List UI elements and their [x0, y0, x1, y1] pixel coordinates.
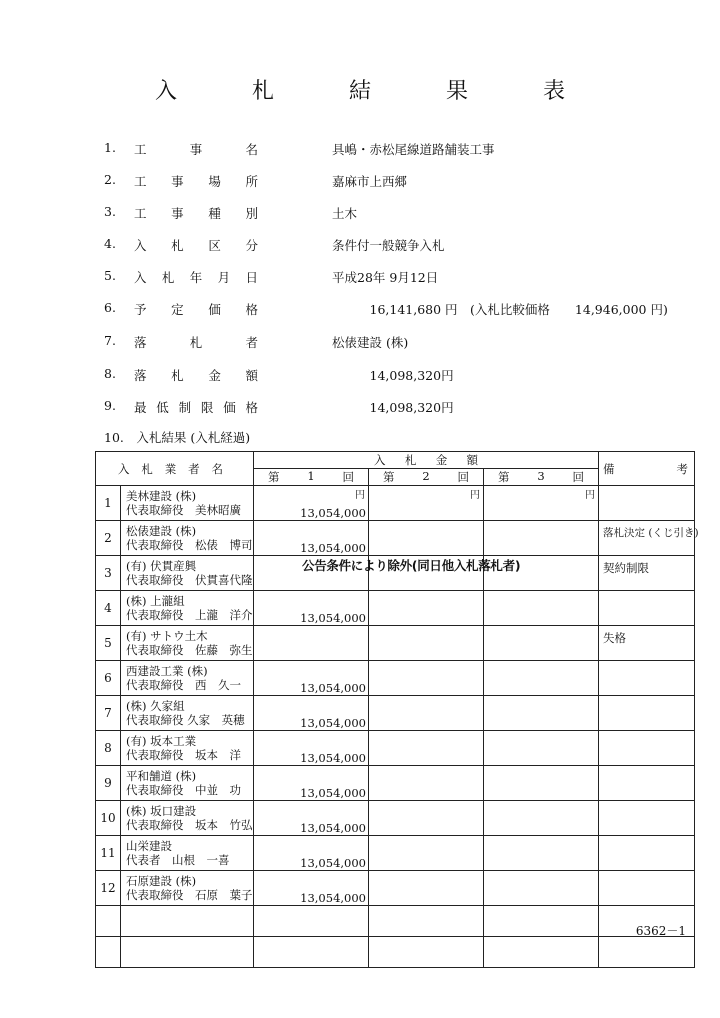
- table-row: [96, 521, 695, 556]
- info-number: 9.: [104, 398, 116, 413]
- company-name: (株) 久家組: [126, 699, 185, 713]
- info-label: [134, 333, 258, 351]
- info-value: 14,098,320円: [332, 400, 454, 415]
- bid-amount-value: 13,054,000: [300, 751, 366, 765]
- bid-amount-value: 13,054,000: [300, 506, 366, 520]
- round-header-char: 2: [422, 469, 430, 483]
- remarks: 落札決定 (くじ引き): [599, 521, 695, 556]
- round-header-char: 1: [307, 469, 315, 483]
- round-1-amount: [254, 766, 369, 801]
- info-label-char: 格: [245, 302, 258, 317]
- round-2-amount: [369, 801, 484, 836]
- info-label-char: 種: [208, 206, 221, 221]
- row-number: 8: [96, 731, 121, 766]
- bidder-name: [121, 836, 254, 871]
- info-label-char: 入: [134, 270, 147, 285]
- round-header-3: [484, 469, 599, 486]
- round-2-amount: [369, 836, 484, 871]
- round-3-amount: [484, 871, 599, 906]
- empty-cell: [254, 906, 369, 937]
- bid-amount-value: 13,054,000: [300, 856, 366, 870]
- info-label-char: 別: [245, 206, 258, 221]
- section-10-heading: 10. 入札結果 (入札経過): [104, 430, 251, 445]
- round-header-2: [369, 469, 484, 486]
- header-char: 考: [676, 461, 689, 476]
- round-3-amount: [484, 486, 599, 521]
- info-number: 5.: [104, 268, 116, 283]
- info-label-char: 分: [245, 238, 258, 253]
- bid-amount-value: 13,054,000: [300, 891, 366, 905]
- info-label-char: 者: [245, 335, 258, 350]
- remarks: [599, 661, 695, 696]
- round-2-amount: [369, 766, 484, 801]
- table-row: [96, 766, 695, 801]
- representative-name: 代表取締役 坂本 洋: [126, 748, 241, 762]
- yen-unit: 円: [355, 490, 365, 501]
- info-label: [134, 268, 258, 286]
- info-label-char: 名: [245, 142, 258, 157]
- page-number: 6362－1: [635, 924, 686, 938]
- empty-cell: [484, 906, 599, 937]
- remarks: [599, 591, 695, 626]
- company-name: (有) サトウ土木: [126, 629, 208, 643]
- round-2-amount: [369, 731, 484, 766]
- empty-row: [96, 937, 695, 968]
- empty-row: [96, 906, 695, 937]
- round-2-amount: [369, 591, 484, 626]
- round-1-amount: [254, 486, 369, 521]
- round-3-amount: [484, 661, 599, 696]
- representative-name: 代表取締役 美林昭廣: [126, 503, 241, 517]
- empty-cell: [96, 906, 121, 937]
- header-char: 額: [466, 453, 479, 467]
- header-char: 業: [164, 461, 177, 476]
- remarks: [599, 801, 695, 836]
- round-3-amount: [484, 731, 599, 766]
- company-name: 石原建設 (株): [126, 874, 197, 888]
- company-name: 西建設工業 (株): [126, 664, 208, 678]
- header-char: 札: [404, 453, 417, 467]
- info-label-char: 限: [200, 400, 214, 415]
- row-number: 5: [96, 626, 121, 661]
- bid-amount-value: 13,054,000: [300, 681, 366, 695]
- empty-cell: [121, 906, 254, 937]
- header-char: 備: [603, 461, 615, 476]
- round-2-amount: [369, 696, 484, 731]
- header-char: 入: [374, 453, 386, 467]
- empty-cell: [484, 937, 599, 968]
- info-label-char: 年: [189, 270, 203, 285]
- bid-amount-value: 13,054,000: [300, 786, 366, 800]
- info-label-char: 工: [134, 206, 147, 221]
- info-label-char: 区: [208, 238, 221, 253]
- header-char: 者: [188, 461, 200, 476]
- info-number: 2.: [104, 172, 116, 187]
- company-name: (株) 坂口建設: [126, 804, 197, 818]
- remarks: [599, 766, 695, 801]
- bid-amount-value: 13,054,000: [300, 716, 366, 730]
- round-3-amount: [484, 591, 599, 626]
- bidder-name: [121, 556, 254, 591]
- info-label-char: 価: [223, 400, 236, 415]
- info-value: 条件付一般競争入札: [332, 238, 445, 253]
- row-number: 12: [96, 871, 121, 906]
- remarks: [599, 836, 695, 871]
- info-row: [104, 204, 684, 224]
- representative-name: 代表取締役 上瀧 洋介: [126, 608, 253, 622]
- empty-cell: [369, 906, 484, 937]
- info-value: 14,098,320円: [332, 368, 454, 383]
- info-label-char: 工: [134, 174, 147, 189]
- row-number: 11: [96, 836, 121, 871]
- remarks: [599, 486, 695, 521]
- info-number: 6.: [104, 300, 116, 315]
- representative-name: 代表取締役 松俵 博司: [126, 538, 253, 552]
- info-label-char: 工: [134, 142, 147, 157]
- remarks: [599, 871, 695, 906]
- yen-unit: 円: [470, 490, 480, 501]
- table-row: [96, 626, 695, 661]
- round-header-char: 第: [498, 470, 510, 484]
- info-label-char: 額: [245, 368, 258, 383]
- info-value: 松俵建設 (株): [332, 335, 409, 350]
- bid-amount-value: 13,054,000: [300, 541, 366, 555]
- info-number: 3.: [104, 204, 116, 219]
- empty-cell: [599, 937, 695, 968]
- remarks: 失格: [599, 626, 695, 661]
- info-label-char: 事: [171, 174, 184, 189]
- info-row: [104, 268, 684, 288]
- info-value: 嘉麻市上西郷: [332, 174, 408, 189]
- company-name: 山栄建設: [126, 839, 172, 853]
- round-1-amount: [254, 731, 369, 766]
- table-row: [96, 731, 695, 766]
- info-number: 8.: [104, 366, 116, 381]
- table-row: [96, 661, 695, 696]
- info-label-char: 予: [134, 302, 147, 317]
- table-row: [96, 801, 695, 836]
- info-row: [104, 398, 684, 418]
- company-name: (株) 上瀧組: [126, 594, 185, 608]
- info-row: [104, 300, 684, 320]
- round-3-amount: [484, 836, 599, 871]
- info-value: 具嶋・赤松尾線道路舗装工事: [332, 142, 495, 157]
- table-row: [96, 591, 695, 626]
- info-label-char: 定: [171, 302, 184, 317]
- empty-cell: [254, 937, 369, 968]
- row-number: 7: [96, 696, 121, 731]
- empty-cell: [96, 937, 121, 968]
- info-row: [104, 172, 684, 192]
- representative-name: 代表取締役 西 久一: [126, 678, 241, 692]
- round-1-amount: [254, 591, 369, 626]
- info-label: [134, 204, 258, 222]
- remarks: 契約制限: [599, 556, 695, 591]
- representative-name: 代表取締役 伏貫喜代隆: [126, 573, 253, 587]
- remarks: [599, 731, 695, 766]
- table-row: [96, 486, 695, 521]
- info-label: [134, 366, 258, 384]
- info-label-char: 最: [134, 400, 147, 415]
- info-label-char: 札: [171, 238, 184, 253]
- round-header-char: 回: [572, 470, 585, 484]
- bidder-name: [121, 661, 254, 696]
- round-header-char: 回: [457, 470, 469, 484]
- empty-cell: [121, 937, 254, 968]
- header-char: 名: [211, 461, 223, 476]
- round-1-amount: [254, 521, 369, 556]
- info-label-char: 金: [208, 368, 221, 383]
- company-name: (有) 伏貫産興: [126, 559, 197, 573]
- header-remarks: [599, 452, 695, 486]
- info-label: [134, 236, 258, 254]
- company-name: 美林建設 (株): [126, 489, 197, 503]
- header-char: 札: [141, 461, 153, 476]
- row-number: 10: [96, 801, 121, 836]
- info-row: [104, 236, 684, 256]
- info-row: [104, 333, 684, 353]
- info-label-char: 落: [134, 368, 147, 383]
- round-1-amount: [254, 661, 369, 696]
- info-label-char: 札: [161, 270, 175, 285]
- bidder-name: [121, 591, 254, 626]
- round-header-1: [254, 469, 369, 486]
- empty-cell: [369, 937, 484, 968]
- info-value: 平成28年 9月12日: [332, 270, 439, 285]
- table-row: [96, 696, 695, 731]
- header-bidder-name: [96, 452, 254, 486]
- info-label: [134, 140, 258, 158]
- round-2-amount: [369, 626, 484, 661]
- info-label-char: 落: [134, 335, 147, 350]
- bidder-name: [121, 626, 254, 661]
- table-row: [96, 871, 695, 906]
- excluded-note: 公告条件により除外(同日他入札落札者): [302, 558, 521, 573]
- company-name: (有) 坂本工業: [126, 734, 197, 748]
- header-bid-amount: [254, 452, 599, 469]
- row-number: 6: [96, 661, 121, 696]
- info-value: 土木: [332, 206, 358, 221]
- info-label: [134, 172, 258, 190]
- bidder-name: [121, 766, 254, 801]
- round-3-amount: [484, 626, 599, 661]
- header-char: 金: [435, 453, 448, 467]
- info-label: [134, 300, 258, 318]
- round-2-amount: [369, 871, 484, 906]
- round-2-amount: [369, 486, 484, 521]
- row-number: 1: [96, 486, 121, 521]
- info-row: [104, 140, 684, 160]
- representative-name: 代表者 山根 一喜: [126, 853, 230, 867]
- round-3-amount: [484, 521, 599, 556]
- bid-amount-value: 13,054,000: [300, 821, 366, 835]
- round-1-amount: [254, 871, 369, 906]
- row-number: 9: [96, 766, 121, 801]
- round-1-amount: [254, 696, 369, 731]
- row-number: 3: [96, 556, 121, 591]
- round-header-char: 第: [268, 470, 280, 484]
- bid-amount-value: 13,054,000: [300, 611, 366, 625]
- round-2-amount: [369, 661, 484, 696]
- representative-name: 代表取締役 佐藤 弥生: [126, 643, 253, 657]
- info-label-char: 場: [208, 174, 221, 189]
- info-label-char: 事: [189, 142, 203, 157]
- bid-results-table: [95, 451, 699, 968]
- round-1-amount: [254, 836, 369, 871]
- round-1-amount: [254, 801, 369, 836]
- round-2-amount: [369, 521, 484, 556]
- table-row: [96, 836, 695, 871]
- company-name: 平和舗道 (株): [126, 769, 197, 783]
- info-label: [134, 398, 258, 416]
- yen-unit: 円: [585, 490, 596, 501]
- bidder-name: [121, 871, 254, 906]
- page-title: 入 札 結 果 表: [155, 79, 599, 104]
- representative-name: 代表取締役 坂本 竹弘: [126, 818, 253, 832]
- info-number: 4.: [104, 236, 116, 251]
- info-label-char: 低: [156, 400, 169, 415]
- representative-name: 代表取締役 久家 英穂: [126, 713, 245, 727]
- row-number: 2: [96, 521, 121, 556]
- company-name: 松俵建設 (株): [126, 524, 197, 538]
- round-3-amount: [484, 801, 599, 836]
- bidder-name: [121, 696, 254, 731]
- info-label-char: 格: [245, 400, 258, 415]
- round-header-char: 第: [383, 470, 395, 484]
- info-label-char: 事: [171, 206, 184, 221]
- bidder-name: [121, 486, 254, 521]
- info-label-char: 所: [245, 174, 258, 189]
- info-label-char: 入: [134, 238, 147, 253]
- round-header-char: 回: [342, 470, 354, 484]
- info-label-char: 日: [245, 270, 258, 285]
- bidder-name: [121, 731, 254, 766]
- info-label-char: 制: [178, 400, 192, 415]
- bidder-name: [121, 801, 254, 836]
- row-number: 4: [96, 591, 121, 626]
- representative-name: 代表取締役 石原 葉子: [126, 888, 253, 902]
- info-label-char: 札: [189, 335, 203, 350]
- info-row: [104, 366, 684, 386]
- info-label-char: 札: [171, 368, 184, 383]
- info-number: 7.: [104, 333, 116, 348]
- info-label-char: 価: [208, 302, 221, 317]
- header-char: 入: [118, 461, 130, 476]
- bidder-name: [121, 521, 254, 556]
- representative-name: 代表取締役 中並 功: [126, 783, 241, 797]
- remarks: [599, 696, 695, 731]
- info-value: 16,141,680 円 (入札比較価格 14,946,000 円): [332, 302, 668, 317]
- info-label-char: 月: [217, 270, 231, 285]
- round-3-amount: [484, 696, 599, 731]
- round-3-amount: [484, 766, 599, 801]
- round-header-char: 3: [537, 469, 545, 483]
- round-1-amount: [254, 626, 369, 661]
- info-number: 1.: [104, 140, 116, 155]
